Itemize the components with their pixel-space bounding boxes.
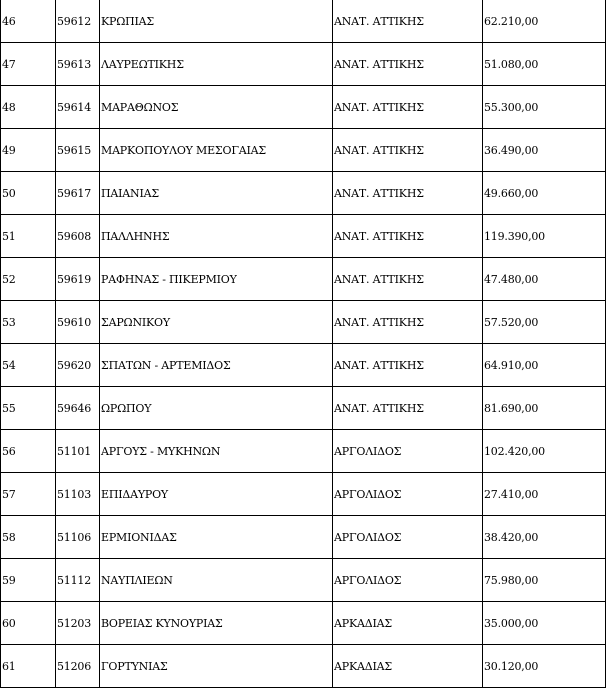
table-row bbox=[1, 602, 606, 645]
region-cell: ΑΡΚΑΔΙΑΣ bbox=[333, 602, 483, 645]
amount-cell: 38.420,00 bbox=[483, 516, 606, 559]
row-number-cell: 49 bbox=[1, 129, 56, 172]
table-row bbox=[1, 473, 606, 516]
table-row bbox=[1, 0, 606, 43]
region-cell: ΑΡΓΟΛΙΔΟΣ bbox=[333, 559, 483, 602]
amount-cell: 57.520,00 bbox=[483, 301, 606, 344]
region-cell: ΑΡΓΟΛΙΔΟΣ bbox=[333, 473, 483, 516]
municipality-name-cell: ΕΡΜΙΟΝΙΔΑΣ bbox=[100, 516, 333, 559]
code-cell: 51101 bbox=[56, 430, 100, 473]
row-number-cell: 56 bbox=[1, 430, 56, 473]
region-cell: ΑΡΓΟΛΙΔΟΣ bbox=[333, 516, 483, 559]
municipality-name-cell: ΠΑΙΑΝΙΑΣ bbox=[100, 172, 333, 215]
row-number-cell: 46 bbox=[1, 0, 56, 43]
table-row bbox=[1, 430, 606, 473]
row-number-cell: 50 bbox=[1, 172, 56, 215]
municipality-name-cell: ΣΠΑΤΩΝ - ΑΡΤΕΜΙΔΟΣ bbox=[100, 344, 333, 387]
table-row bbox=[1, 43, 606, 86]
region-cell: ΑΝΑΤ. ΑΤΤΙΚΗΣ bbox=[333, 86, 483, 129]
municipality-name-cell: ΩΡΩΠΟΥ bbox=[100, 387, 333, 430]
amount-cell: 27.410,00 bbox=[483, 473, 606, 516]
region-cell: ΑΝΑΤ. ΑΤΤΙΚΗΣ bbox=[333, 301, 483, 344]
row-number-cell: 53 bbox=[1, 301, 56, 344]
code-cell: 59610 bbox=[56, 301, 100, 344]
code-cell: 59613 bbox=[56, 43, 100, 86]
table-row bbox=[1, 86, 606, 129]
code-cell: 51103 bbox=[56, 473, 100, 516]
region-cell: ΑΝΑΤ. ΑΤΤΙΚΗΣ bbox=[333, 172, 483, 215]
table-row bbox=[1, 129, 606, 172]
code-cell: 59615 bbox=[56, 129, 100, 172]
municipality-name-cell: ΒΟΡΕΙΑΣ ΚΥΝΟΥΡΙΑΣ bbox=[100, 602, 333, 645]
table-row bbox=[1, 387, 606, 430]
table-row bbox=[1, 559, 606, 602]
region-cell: ΑΝΑΤ. ΑΤΤΙΚΗΣ bbox=[333, 43, 483, 86]
code-cell: 59612 bbox=[56, 0, 100, 43]
amount-cell: 47.480,00 bbox=[483, 258, 606, 301]
municipality-name-cell: ΚΡΩΠΙΑΣ bbox=[100, 0, 333, 43]
code-cell: 59617 bbox=[56, 172, 100, 215]
amount-cell: 64.910,00 bbox=[483, 344, 606, 387]
code-cell: 51112 bbox=[56, 559, 100, 602]
amount-cell: 49.660,00 bbox=[483, 172, 606, 215]
region-cell: ΑΝΑΤ. ΑΤΤΙΚΗΣ bbox=[333, 129, 483, 172]
code-cell: 59608 bbox=[56, 215, 100, 258]
region-cell: ΑΝΑΤ. ΑΤΤΙΚΗΣ bbox=[333, 344, 483, 387]
row-number-cell: 54 bbox=[1, 344, 56, 387]
amount-cell: 81.690,00 bbox=[483, 387, 606, 430]
table-row bbox=[1, 516, 606, 559]
row-number-cell: 61 bbox=[1, 645, 56, 688]
code-cell: 59614 bbox=[56, 86, 100, 129]
municipality-name-cell: ΜΑΡΑΘΩΝΟΣ bbox=[100, 86, 333, 129]
table-row bbox=[1, 172, 606, 215]
row-number-cell: 57 bbox=[1, 473, 56, 516]
row-number-cell: 52 bbox=[1, 258, 56, 301]
table-row bbox=[1, 645, 606, 688]
municipality-name-cell: ΕΠΙΔΑΥΡΟΥ bbox=[100, 473, 333, 516]
code-cell: 51206 bbox=[56, 645, 100, 688]
municipality-name-cell: ΡΑΦΗΝΑΣ - ΠΙΚΕΡΜΙΟΥ bbox=[100, 258, 333, 301]
region-cell: ΑΡΚΑΔΙΑΣ bbox=[333, 645, 483, 688]
amount-cell: 62.210,00 bbox=[483, 0, 606, 43]
code-cell: 59619 bbox=[56, 258, 100, 301]
code-cell: 59620 bbox=[56, 344, 100, 387]
amount-cell: 51.080,00 bbox=[483, 43, 606, 86]
amount-cell: 102.420,00 bbox=[483, 430, 606, 473]
code-cell: 51203 bbox=[56, 602, 100, 645]
amount-cell: 119.390,00 bbox=[483, 215, 606, 258]
row-number-cell: 47 bbox=[1, 43, 56, 86]
row-number-cell: 55 bbox=[1, 387, 56, 430]
row-number-cell: 59 bbox=[1, 559, 56, 602]
table-row bbox=[1, 215, 606, 258]
row-number-cell: 60 bbox=[1, 602, 56, 645]
row-number-cell: 58 bbox=[1, 516, 56, 559]
region-cell: ΑΝΑΤ. ΑΤΤΙΚΗΣ bbox=[333, 0, 483, 43]
table-row bbox=[1, 301, 606, 344]
row-number-cell: 48 bbox=[1, 86, 56, 129]
table-row bbox=[1, 258, 606, 301]
municipality-name-cell: ΜΑΡΚΟΠΟΥΛΟΥ ΜΕΣΟΓΑΙΑΣ bbox=[100, 129, 333, 172]
amount-cell: 30.120,00 bbox=[483, 645, 606, 688]
municipality-name-cell: ΓΟΡΤΥΝΙΑΣ bbox=[100, 645, 333, 688]
code-cell: 59646 bbox=[56, 387, 100, 430]
amount-cell: 55.300,00 bbox=[483, 86, 606, 129]
amount-cell: 36.490,00 bbox=[483, 129, 606, 172]
amount-cell: 35.000,00 bbox=[483, 602, 606, 645]
municipality-name-cell: ΝΑΥΠΛΙΕΩΝ bbox=[100, 559, 333, 602]
region-cell: ΑΡΓΟΛΙΔΟΣ bbox=[333, 430, 483, 473]
table-row bbox=[1, 344, 606, 387]
municipality-name-cell: ΛΑΥΡΕΩΤΙΚΗΣ bbox=[100, 43, 333, 86]
region-cell: ΑΝΑΤ. ΑΤΤΙΚΗΣ bbox=[333, 258, 483, 301]
row-number-cell: 51 bbox=[1, 215, 56, 258]
municipality-name-cell: ΠΑΛΛΗΝΗΣ bbox=[100, 215, 333, 258]
table-body bbox=[1, 0, 606, 688]
region-cell: ΑΝΑΤ. ΑΤΤΙΚΗΣ bbox=[333, 215, 483, 258]
municipality-name-cell: ΑΡΓΟΥΣ - ΜΥΚΗΝΩΝ bbox=[100, 430, 333, 473]
municipality-name-cell: ΣΑΡΩΝΙΚΟΥ bbox=[100, 301, 333, 344]
amount-cell: 75.980,00 bbox=[483, 559, 606, 602]
code-cell: 51106 bbox=[56, 516, 100, 559]
region-cell: ΑΝΑΤ. ΑΤΤΙΚΗΣ bbox=[333, 387, 483, 430]
